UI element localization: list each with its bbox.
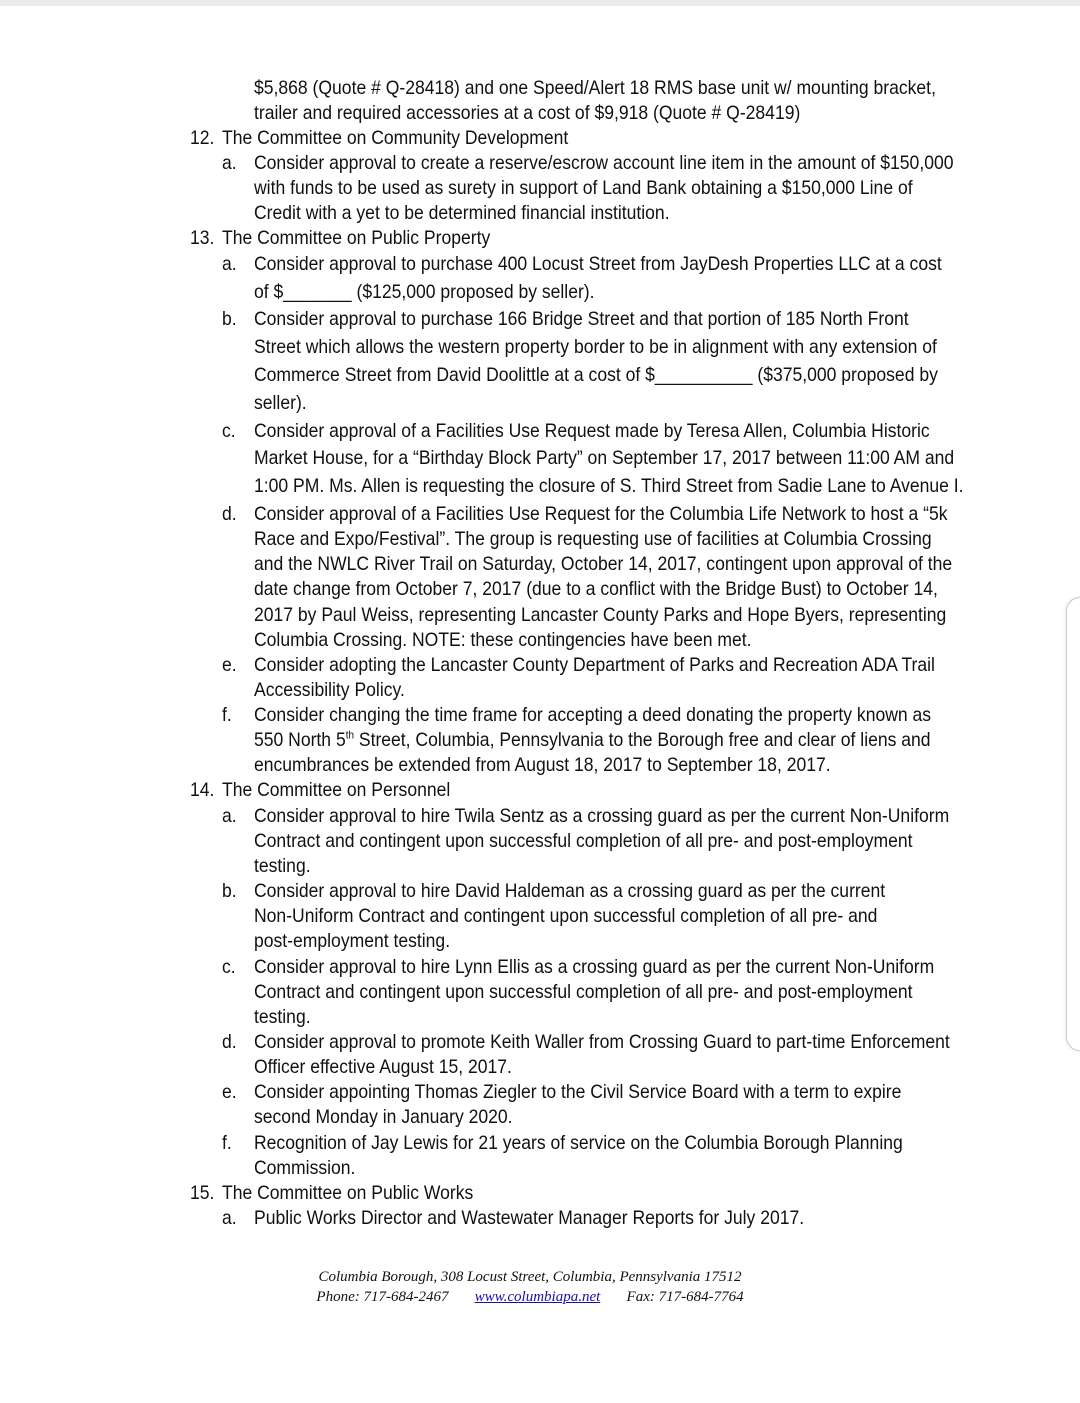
- section-heading: The Committee on Public Works: [222, 1182, 474, 1204]
- scroll-handle[interactable]: [1066, 597, 1080, 1051]
- text-line: and the NWLC River Trail on Saturday, October 14, 2017, contingent upon approval of the: [254, 553, 953, 575]
- text-line: Street which allows the western property border to be in alignment with any extension of: [254, 336, 937, 358]
- item-letter: c.: [222, 956, 236, 978]
- text-line: 1:00 PM. Ms. Allen is requesting the closure of S. Third Street from Sadie Lane to Avenue I.: [254, 475, 964, 497]
- item-letter: d.: [222, 503, 237, 525]
- text-line: Consider appointing Thomas Ziegler to the Civil Service Board with a term to expire: [254, 1081, 902, 1103]
- text-line: Consider approval of a Facilities Use Request for the Columbia Life Network to host a “5k: [254, 503, 948, 525]
- text-line: Commerce Street from David Doolittle at a cost of $__________ ($375,000 proposed by: [254, 364, 938, 386]
- text-line: Non-Uniform Contract and contingent upon successful completion of all pre- and: [254, 905, 878, 927]
- item-letter: a.: [222, 1207, 237, 1229]
- footer-address: Columbia Borough, 308 Locust Street, Columbia, Pennsylvania 17512: [318, 1269, 742, 1285]
- item-letter: e.: [222, 654, 237, 676]
- text-line: testing.: [254, 855, 311, 877]
- text-line: Consider approval to hire David Haldeman as a crossing guard as per the current: [254, 880, 886, 902]
- text-line: Recognition of Jay Lewis for 21 years of service on the Columbia Borough Planning: [254, 1132, 903, 1154]
- text-line: encumbrances be extended from August 18, 2017 to September 18, 2017.: [254, 754, 831, 776]
- text-line: Consider approval to purchase 166 Bridge Street and that portion of 185 North Front: [254, 308, 909, 330]
- text-line: Consider approval to promote Keith Waller from Crossing Guard to part-time Enforcement: [254, 1031, 950, 1053]
- text-line: Consider approval to create a reserve/escrow account line item in the amount of $150,000: [254, 152, 954, 174]
- text-line: testing.: [254, 1006, 311, 1028]
- item-letter: f.: [222, 1132, 232, 1154]
- item-letter: f.: [222, 704, 232, 726]
- text-line: 2017 by Paul Weiss, representing Lancaster County Parks and Hope Byers, representing: [254, 604, 947, 626]
- item-number: 14.: [190, 779, 215, 801]
- section-heading: The Committee on Personnel: [222, 779, 451, 801]
- text-line: Market House, for a “Birthday Block Party” on September 17, 2017 between 11:00 AM and: [254, 447, 955, 469]
- text-line: Columbia Crossing. NOTE: these contingencies have been met.: [254, 629, 752, 651]
- section-heading: The Committee on Community Development: [222, 127, 569, 149]
- item-letter: e.: [222, 1081, 237, 1103]
- text-line: post-employment testing.: [254, 930, 451, 952]
- item-letter: d.: [222, 1031, 237, 1053]
- text-line: Consider approval to purchase 400 Locust Street from JayDesh Properties LLC at a cost: [254, 253, 942, 275]
- item-letter: a.: [222, 253, 237, 275]
- text-line: seller).: [254, 392, 307, 414]
- item-number: 12.: [190, 127, 215, 149]
- text-line: Credit with a yet to be determined financial institution.: [254, 202, 670, 224]
- text-line: Consider adopting the Lancaster County Department of Parks and Recreation ADA Trail: [254, 654, 935, 676]
- text-line: date change from October 7, 2017 (due to a conflict with the Bridge Bust) to October 14,: [254, 578, 938, 600]
- item-letter: b.: [222, 880, 237, 902]
- text-line: Consider changing the time frame for accepting a deed donating the property known as: [254, 704, 932, 726]
- text-line: Commission.: [254, 1157, 356, 1179]
- section-heading: The Committee on Public Property: [222, 227, 491, 249]
- text-line: Consider approval of a Facilities Use Request made by Teresa Allen, Columbia Historic: [254, 420, 930, 442]
- text-line: Contract and contingent upon successful completion of all pre- and post-employment: [254, 830, 913, 852]
- text-line: Accessibility Policy.: [254, 679, 405, 701]
- item-number: 13.: [190, 227, 215, 249]
- footer-fax: Fax: 717-684-7764: [626, 1289, 744, 1305]
- text-line: with funds to be used as surety in support of Land Bank obtaining a $150,000 Line of: [254, 177, 913, 199]
- text-line: of $_______ ($125,000 proposed by seller).: [254, 281, 595, 303]
- footer-contact: [0, 1287, 1060, 1307]
- text-line: Consider approval to hire Twila Sentz as a crossing guard as per the current Non-Uniform: [254, 805, 950, 827]
- footer-website-link[interactable]: www.columbiapa.net: [474, 1289, 601, 1305]
- text-line: Race and Expo/Festival”. The group is requesting use of facilities at Columbia Crossing: [254, 528, 932, 550]
- text-line: trailer and required accessories at a cost of $9,918 (Quote # Q-28419): [254, 102, 801, 124]
- text-line: Contract and contingent upon successful completion of all pre- and post-employment: [254, 981, 913, 1003]
- item-number: 15.: [190, 1182, 215, 1204]
- item-letter: a.: [222, 805, 237, 827]
- item-letter: c.: [222, 420, 236, 442]
- footer-phone: Phone: 717-684-2467: [316, 1289, 449, 1305]
- item-letter: b.: [222, 308, 237, 330]
- text-line: second Monday in January 2020.: [254, 1106, 513, 1128]
- text-line: Officer effective August 15, 2017.: [254, 1056, 512, 1078]
- text-line: Consider approval to hire Lynn Ellis as a crossing guard as per the current Non-Uniform: [254, 956, 935, 978]
- item-letter: a.: [222, 152, 237, 174]
- text-line: $5,868 (Quote # Q-28418) and one Speed/Alert 18 RMS base unit w/ mounting bracket,: [254, 77, 936, 99]
- text-line: Public Works Director and Wastewater Manager Reports for July 2017.: [254, 1207, 805, 1229]
- text-line: 550 North 5th Street, Columbia, Pennsylvania to the Borough free and clear of liens and: [254, 729, 931, 751]
